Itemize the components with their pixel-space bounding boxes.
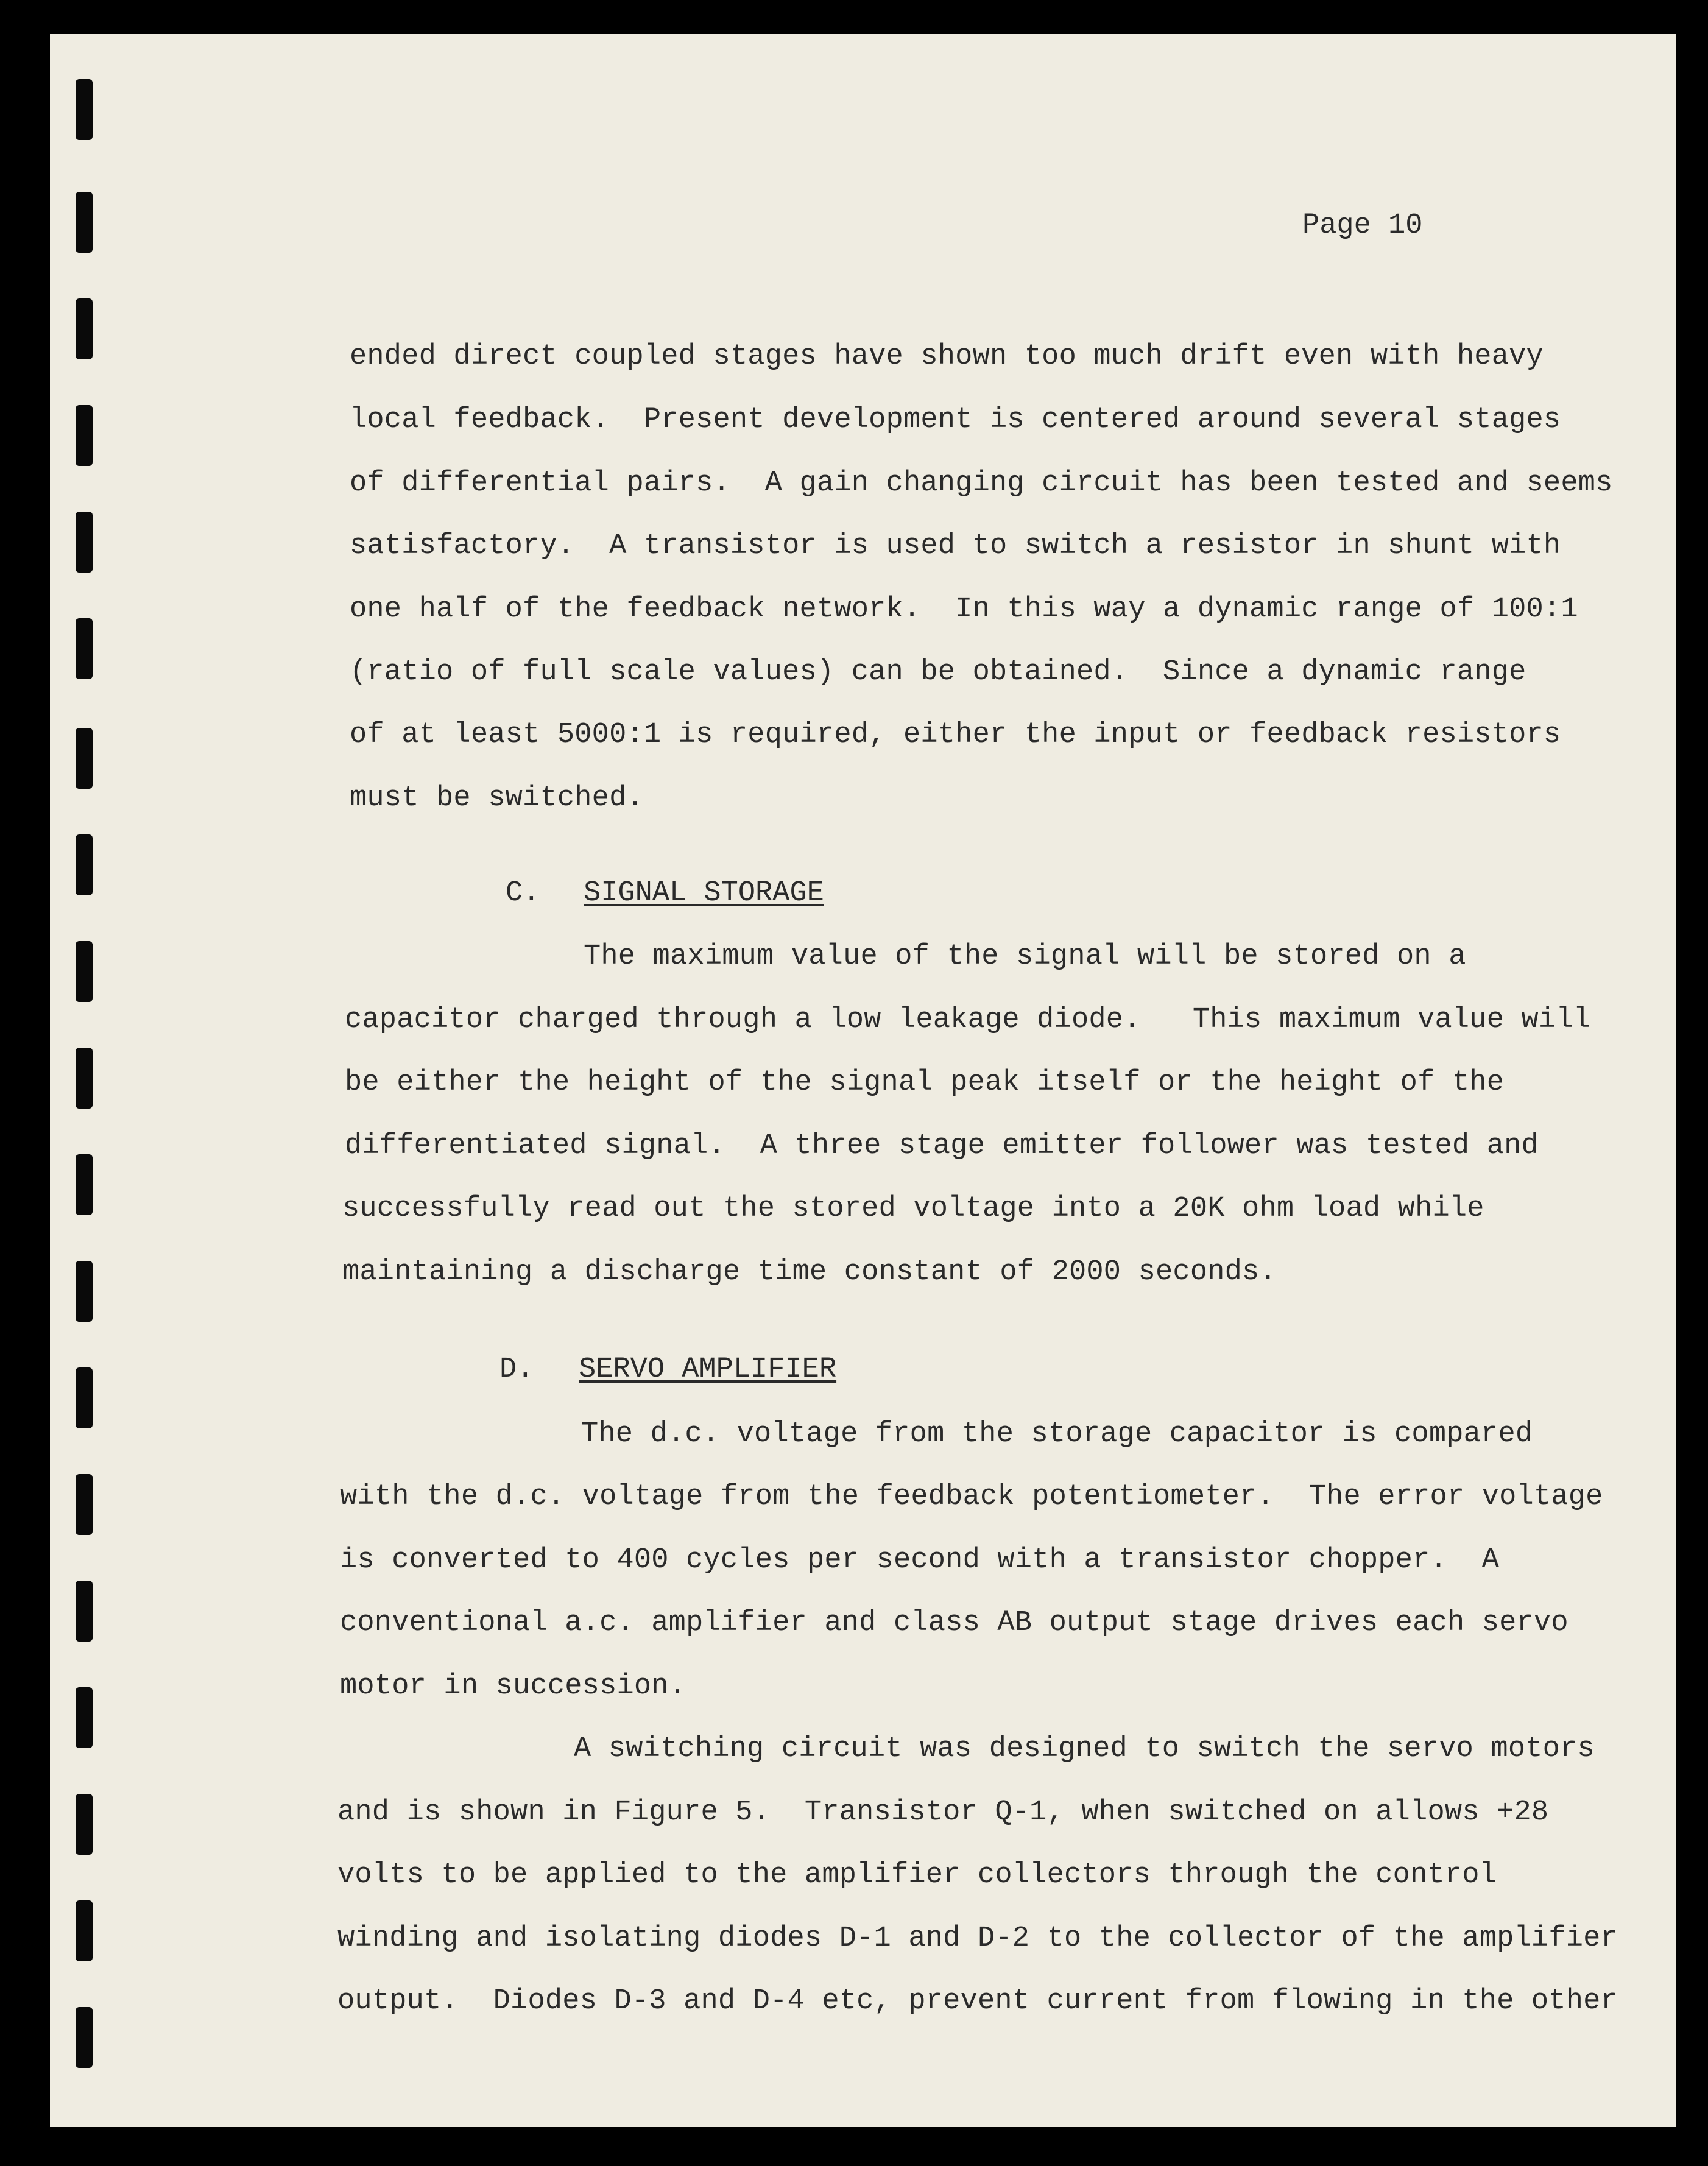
section-c-title: SIGNAL STORAGE <box>584 877 824 909</box>
binding-hole <box>76 1048 93 1109</box>
binding-hole <box>76 2007 93 2068</box>
body-line: conventional a.c. amplifier and class AB output stage drives each servo <box>340 1607 1569 1639</box>
body-line: local feedback. Present development is centered around several stages <box>350 404 1561 436</box>
body-line: and is shown in Figure 5. Transistor Q-1, when switched on allows +28 <box>337 1796 1549 1829</box>
binding-hole <box>76 405 93 466</box>
binding-hole <box>76 1474 93 1535</box>
binding-hole <box>76 1154 93 1215</box>
section-c-letter: C. <box>506 877 540 909</box>
body-line: with the d.c. voltage from the feedback potentiometer. The error voltage <box>340 1481 1603 1513</box>
body-line: must be switched. <box>350 782 644 814</box>
binding-hole <box>76 1367 93 1428</box>
body-line: ended direct coupled stages have shown too much drift even with heavy <box>350 340 1544 373</box>
body-line: The d.c. voltage from the storage capacitor is compared <box>581 1418 1533 1450</box>
section-d-title: SERVO AMPLIFIER <box>579 1353 837 1386</box>
binding-hole <box>76 1581 93 1642</box>
body-line: capacitor charged through a low leakage diode. This maximum value will <box>345 1004 1591 1036</box>
body-line: one half of the feedback network. In this way a dynamic range of 100:1 <box>350 593 1578 626</box>
binding-hole <box>76 728 93 789</box>
binding-hole <box>76 834 93 895</box>
binding-hole <box>76 1900 93 1961</box>
body-line: satisfactory. A transistor is used to switch a resistor in shunt with <box>350 530 1561 562</box>
binding-hole <box>76 1687 93 1748</box>
body-line: motor in succession. <box>340 1670 686 1702</box>
body-line: be either the height of the signal peak itself or the height of the <box>345 1067 1505 1099</box>
body-line: The maximum value of the signal will be stored on a <box>584 940 1466 973</box>
body-line: maintaining a discharge time constant of 2000 seconds. <box>342 1256 1277 1288</box>
binding-hole <box>76 298 93 359</box>
body-line: winding and isolating diodes D-1 and D-2 to the collector of the amplifier <box>337 1922 1618 1955</box>
binding-hole <box>76 618 93 679</box>
section-d-letter: D. <box>499 1353 534 1386</box>
body-line: successfully read out the stored voltage into a 20K ohm load while <box>342 1193 1484 1225</box>
binding-hole <box>76 79 93 140</box>
body-line: (ratio of full scale values) can be obtained. Since a dynamic range <box>350 656 1526 688</box>
body-line: differentiated signal. A three stage emitter follower was tested and <box>345 1130 1539 1162</box>
binding-hole <box>76 192 93 253</box>
page-number: Page 10 <box>1302 210 1423 242</box>
binding-hole <box>76 512 93 573</box>
body-line: of at least 5000:1 is required, either the input or feedback resistors <box>350 719 1561 751</box>
binding-hole <box>76 1261 93 1322</box>
body-line: output. Diodes D-3 and D-4 etc, prevent current from flowing in the other <box>337 1985 1618 2017</box>
binding-hole <box>76 941 93 1002</box>
body-line: is converted to 400 cycles per second with a transistor chopper. A <box>340 1544 1500 1576</box>
body-line: volts to be applied to the amplifier collectors through the control <box>337 1859 1497 1891</box>
body-line: A switching circuit was designed to switch the servo motors <box>574 1733 1595 1765</box>
binding-hole <box>76 1794 93 1855</box>
body-line: of differential pairs. A gain changing circuit has been tested and seems <box>350 467 1613 499</box>
